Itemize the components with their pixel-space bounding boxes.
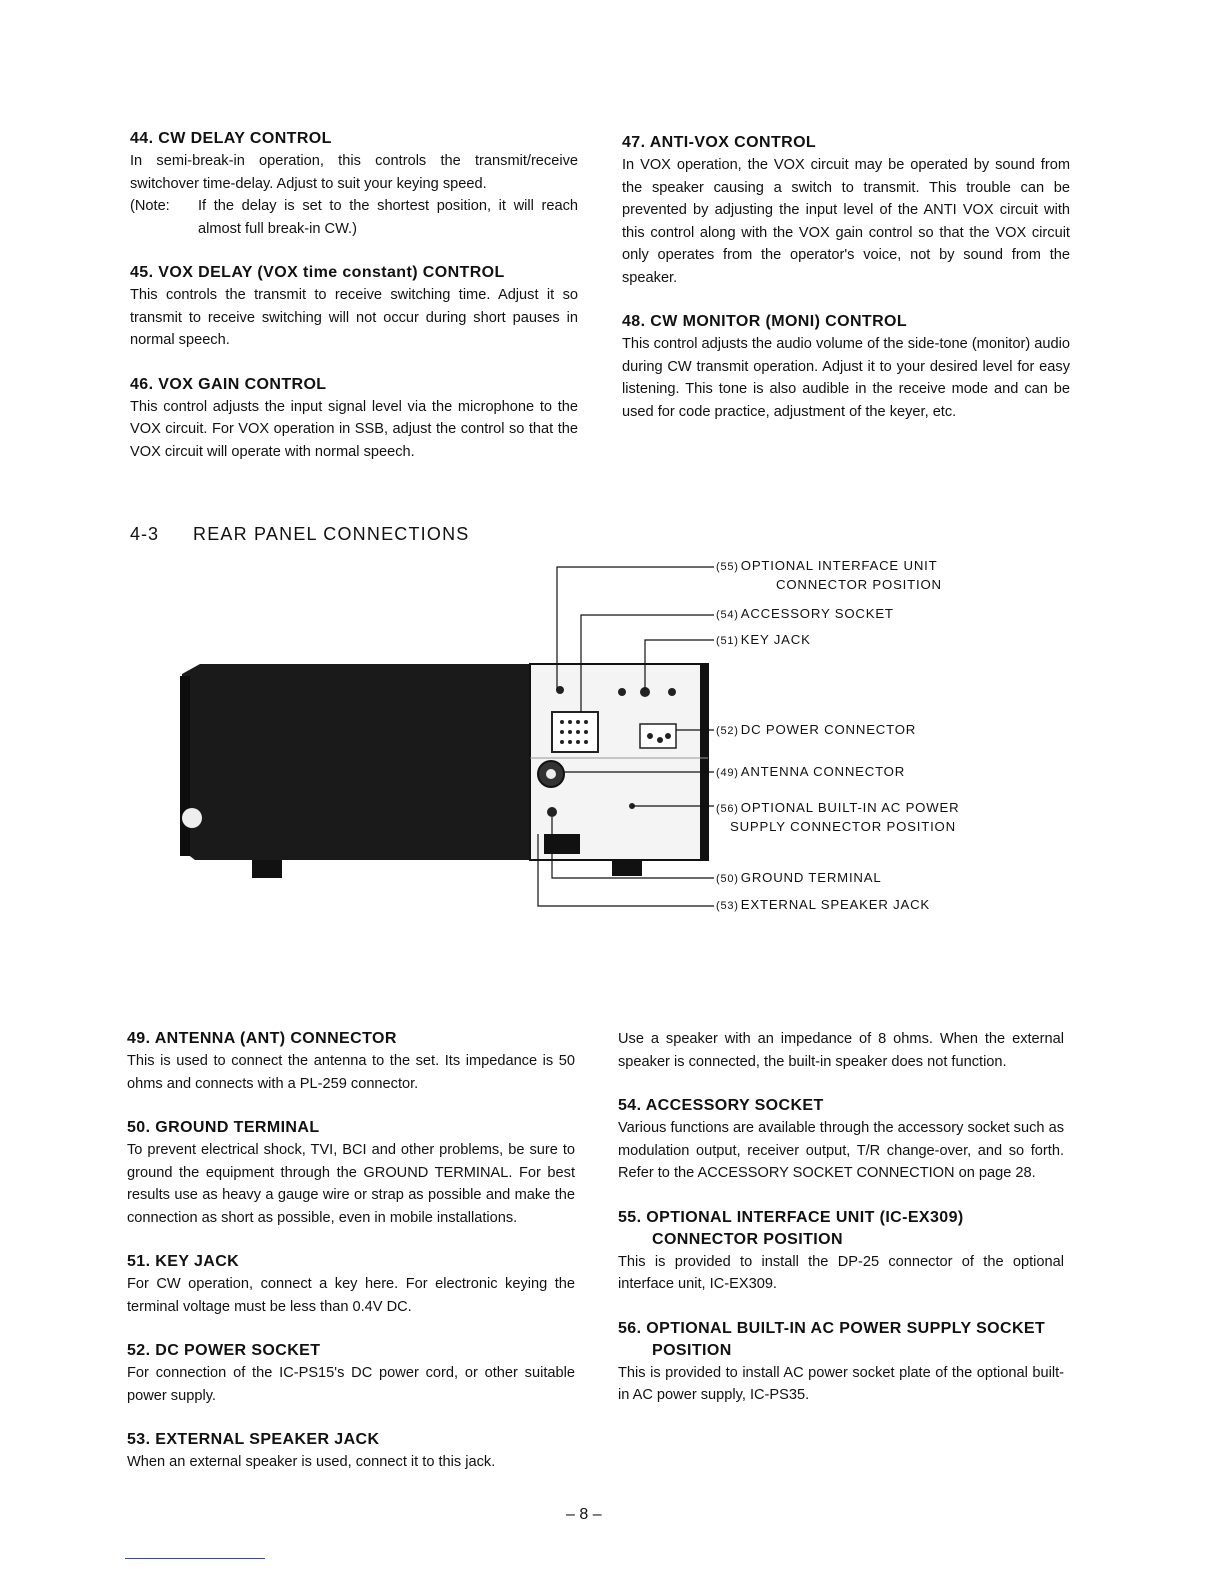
section-48 — [622, 311, 1070, 423]
callout-number: (50) — [716, 873, 739, 885]
accessory-socket-pins — [560, 720, 588, 744]
section-55 — [618, 1207, 1064, 1296]
external-speaker-jack-shape — [544, 834, 580, 854]
section-body: This is used to connect the antenna to the set. Its impedance is 50 ohms and connects with a PL-259 connector. — [127, 1053, 575, 1092]
label-line: DC POWER CONNECTOR — [740, 722, 917, 737]
chassis-knob — [182, 808, 202, 828]
callout-number: (54) — [716, 609, 739, 621]
section-heading: 48. CW MONITOR (MONI) CONTROL — [622, 313, 908, 330]
section-heading: 46. VOX GAIN CONTROL — [130, 375, 327, 393]
section-heading: 54. ACCESSORY SOCKET — [618, 1097, 824, 1114]
section-heading: 51. KEY JACK — [127, 1253, 240, 1270]
key-jack-shape — [640, 687, 650, 697]
callout-number: (52) — [716, 725, 739, 737]
note-text: If the delay is set to the shortest position, it will reach almost full break-in CW.) — [198, 198, 578, 237]
label-optional-ac-supply — [716, 799, 959, 836]
label-line: EXTERNAL SPEAKER JACK — [740, 897, 931, 912]
section-body: For CW operation, connect a key here. For electronic keying the terminal voltage must be less than 0.4V DC. — [127, 1276, 575, 1315]
callout-number: (49) — [716, 767, 739, 779]
section-heading: 49. ANTENNA (ANT) CONNECTOR — [127, 1030, 397, 1047]
section-53 — [127, 1429, 575, 1474]
footer-rule — [125, 1558, 265, 1559]
section-44 — [130, 128, 578, 240]
section-56 — [618, 1318, 1064, 1407]
section-body: This is provided to install the DP-25 connector of the optional interface unit, IC-EX309. — [618, 1253, 1064, 1292]
section-47 — [622, 132, 1070, 289]
section-heading: 44. CW DELAY CONTROL — [130, 130, 332, 147]
label-line: ANTENNA CONNECTOR — [740, 764, 906, 779]
section-heading: 50. GROUND TERMINAL — [127, 1119, 320, 1136]
ground-terminal-shape — [547, 807, 557, 817]
callout-number: (51) — [716, 635, 739, 647]
label-accessory-socket — [716, 605, 894, 624]
ac-supply-mount — [629, 803, 635, 809]
chassis-body — [182, 664, 530, 860]
section-heading: 53. EXTERNAL SPEAKER JACK — [127, 1431, 380, 1448]
callout-number: (56) — [716, 803, 739, 815]
section-52 — [127, 1340, 575, 1407]
section-body: This is provided to install AC power socket plate of the optional built-in AC power supply, IC-PS35. — [618, 1364, 1064, 1403]
antenna-connector-shape — [538, 761, 564, 787]
dc-power-connector-shape — [640, 724, 676, 748]
label-line: OPTIONAL BUILT-IN AC POWER — [740, 800, 960, 815]
section-46 — [130, 374, 578, 464]
right-column-bottom — [618, 1028, 1064, 1429]
chassis-foot — [252, 860, 282, 878]
label-line: SUPPLY CONNECTOR POSITION — [730, 819, 956, 834]
jack-shape — [556, 686, 564, 694]
section-heading: 45. VOX DELAY (VOX time constant) CONTROL — [130, 264, 505, 281]
label-key-jack — [716, 631, 811, 650]
section-body: When an external speaker is used, connect it to this jack. — [127, 1454, 496, 1470]
left-column-bottom — [127, 1028, 575, 1496]
section-45 — [130, 262, 578, 352]
section-body: This control adjusts the audio volume of the side-tone (monitor) audio during CW transmit operation. Adjust it to your desired level for easy listening. This tone is also audible in the receive mode and can be used for code practice, adjustment of the keyer, etc. — [622, 336, 1070, 420]
right-column-top — [622, 132, 1070, 445]
section-heading: 52. DC POWER SOCKET — [127, 1342, 321, 1359]
note — [130, 195, 578, 240]
section-number: 4-3 — [130, 524, 160, 544]
note-label: (Note: — [130, 198, 170, 214]
label-optional-interface-unit — [716, 557, 942, 594]
section-body: For connection of the IC-PS15's DC power cord, or other suitable power supply. — [127, 1365, 575, 1404]
label-line: KEY JACK — [740, 632, 811, 647]
label-line: ACCESSORY SOCKET — [740, 606, 894, 621]
label-ground-terminal — [716, 869, 881, 888]
left-column-top — [130, 128, 578, 485]
callout-number: (53) — [716, 900, 739, 912]
label-line: GROUND TERMINAL — [740, 870, 882, 885]
section-body: This control adjusts the input signal level via the microphone to the VOX circuit. For VOX operation in SSB, adjust the control so that the VOX circuit will operate with normal speech. — [130, 398, 578, 460]
section-heading: 55. OPTIONAL INTERFACE UNIT (IC-EX309) CONNECTOR POSITION — [618, 1208, 964, 1248]
label-dc-power-connector — [716, 721, 916, 740]
jack-shape — [618, 688, 626, 696]
section-body: Various functions are available through the accessory socket such as modulation output, receiver output, T/R change-over, and so forth. Refer to the ACCESSORY SOCKET CONNECTION on page 28. — [618, 1120, 1064, 1181]
jack-shape — [668, 688, 676, 696]
label-external-speaker-jack — [716, 896, 930, 915]
section-54 — [618, 1095, 1064, 1185]
callout-number: (55) — [716, 561, 739, 573]
accessory-socket-shape — [552, 712, 598, 752]
label-line: CONNECTOR POSITION — [776, 577, 942, 592]
rear-panel-plate — [530, 664, 708, 860]
section-53-continued — [618, 1028, 1064, 1073]
leader-lines — [538, 567, 714, 906]
section-body: In semi-break-in operation, this controls the transmit/receive switchover time-delay. Adjust to suit your keying speed. — [130, 153, 578, 192]
section-50 — [127, 1117, 575, 1229]
section-body: This controls the transmit to receive switching time. Adjust it so transmit to receive switching will not occur during short pauses in normal speech. — [130, 287, 578, 348]
section-title: REAR PANEL CONNECTIONS — [193, 524, 470, 544]
label-antenna-connector — [716, 763, 905, 782]
rear-panel-heading — [130, 524, 469, 545]
section-body: In VOX operation, the VOX circuit may be operated by sound from the speaker causing a switch to transmit. This trouble can be prevented by adjusting the input level of the ANTI VOX circuit with this control along with the VOX gain control so that the VOX circuit only operates from the operator's voice, not by sound from the speaker. — [622, 157, 1070, 286]
rear-panel-edge — [700, 664, 708, 860]
chassis-foot — [612, 860, 642, 876]
section-body: Use a speaker with an impedance of 8 ohms. When the external speaker is connected, the built-in speaker does not function. — [618, 1031, 1064, 1070]
section-heading: 56. OPTIONAL BUILT-IN AC POWER SUPPLY SOCKET POSITION — [618, 1319, 1046, 1359]
section-body: To prevent electrical shock, TVI, BCI and other problems, be sure to ground the equipment through the GROUND TERMINAL. For best results use as heavy a gauge wire or strap as possible and make the connection as short as possible, even in mobile installations. — [127, 1142, 575, 1226]
section-49 — [127, 1028, 575, 1095]
chassis-side — [180, 676, 190, 856]
label-line: OPTIONAL INTERFACE UNIT — [740, 558, 938, 573]
section-heading: 47. ANTI-VOX CONTROL — [622, 134, 817, 151]
page-number: – 8 – — [566, 1506, 602, 1523]
section-51 — [127, 1251, 575, 1318]
